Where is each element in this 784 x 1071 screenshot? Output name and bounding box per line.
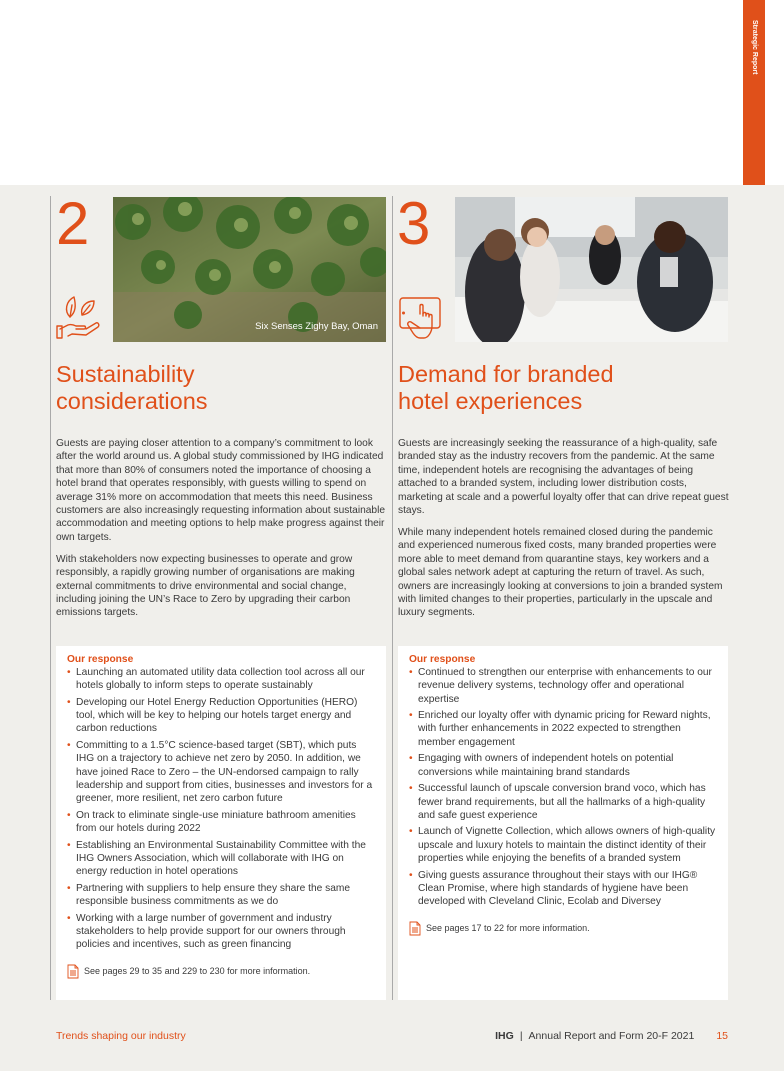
- list-item: • Establishing an Environmental Sustainability Committee with the IHG Owners Association, which will collaborate with IHG on energy reduction in hotel operations: [67, 839, 376, 879]
- list-item: • Working with a large number of government and industry stakeholders to help provide support for our owners through policies and incentives, such as green financing: [67, 912, 376, 952]
- right-heading: [398, 361, 614, 415]
- left-response-title: Our response: [67, 654, 134, 665]
- footer-report-title: Annual Report and Form 20-F 2021: [528, 1030, 695, 1042]
- footer-report-info: [495, 1030, 728, 1042]
- footer-section-title[interactable]: Trends shaping our industry: [56, 1030, 186, 1042]
- right-response-list: [409, 666, 718, 909]
- page-number: 15: [716, 1030, 728, 1042]
- trend-number-3: 3: [397, 190, 431, 257]
- left-heading: [56, 361, 208, 415]
- reception-desk-image: [455, 197, 728, 342]
- footer-separator: |: [519, 1030, 523, 1042]
- left-paragraph: Guests are paying closer attention to a company’s commitment to look after the world around us. A global study commissioned by IHG indicated that more than 80% of consumers noted the importance of choosing a hotel brand that operates responsibly, with guests willing to spend on average 31% more on accommodation that meets this need. Business customers are also increasingly requesting information about sustainable accommodation and meeting options to help make progress against their own targets.: [56, 438, 386, 543]
- left-paragraph: With stakeholders now expecting businesses to operate and grow responsibly, a rapidly growing number of organisations are making external commitments to drive environmental and social change, including joining the UN’s Race to Zero by upgrading their carbon emissions targets.: [56, 553, 355, 619]
- right-heading-line1: Demand for branded: [398, 361, 614, 387]
- top-band: [0, 0, 784, 185]
- left-body: [56, 437, 388, 628]
- section-tab-label: Strategic Report: [751, 20, 758, 75]
- left-heading-line1: Sustainability: [56, 361, 195, 387]
- list-item: • Launching an automated utility data collection tool across all our hotels globally to inform steps to operate sustainably: [67, 666, 376, 693]
- left-heading-line2: considerations: [56, 388, 208, 414]
- list-item: • Giving guests assurance throughout their stays with our IHG® Clean Promise, where high standards of hygiene have been developed with Cleveland Clinic, Ecolab and Diversey: [409, 869, 718, 909]
- document-icon: [67, 964, 79, 979]
- right-heading-line2: hotel experiences: [398, 388, 583, 414]
- right-paragraph: While many independent hotels remained closed during the pandemic and experienced numerous fixed costs, many branded properties were more able to meet demand from quarantine stays, key workers and a global sales network adept at capturing the return of travel. As such, owners are increasingly looking at conversions to join a branded system with limited changes to their properties, particularly in the upscale and luxury segments.: [398, 526, 723, 619]
- trend-number-2: 2: [56, 190, 90, 257]
- photo-caption: Six Senses Zighy Bay, Oman: [255, 321, 378, 332]
- left-response-list: [67, 666, 376, 952]
- right-response-title: Our response: [409, 654, 476, 665]
- left-see-pages[interactable]: [67, 964, 376, 979]
- list-item: • Partnering with suppliers to help ensure they share the same responsible business commitments as we do: [67, 882, 376, 909]
- left-see-pages-text: See pages 29 to 35 and 229 to 230 for more information.: [84, 966, 311, 977]
- list-item: • On track to eliminate single-use miniature bathroom amenities from our hotels during 2022: [67, 809, 376, 836]
- footer-brand: IHG: [495, 1030, 514, 1042]
- hotel-reception-photo: [455, 197, 728, 342]
- section-tab-label-wrap: [743, 0, 765, 185]
- list-item: • Enriched our loyalty offer with dynamic pricing for Reward nights, with further enhancements in 2022 expected to strengthen member engagement: [409, 709, 718, 749]
- left-column-rule: [50, 196, 51, 1000]
- tablet-touch-icon: [398, 294, 444, 347]
- right-column-rule: [392, 196, 393, 1000]
- resort-photo: [113, 197, 386, 342]
- list-item: • Engaging with owners of independent hotels on potential conversions while maintaining brand standards: [409, 752, 718, 779]
- hand-leaf-icon: [56, 293, 102, 346]
- list-item: • Launch of Vignette Collection, which allows owners of high-quality upscale and luxury hotels to maintain the distinct identity of their properties while enjoying the benefits of a branded system: [409, 825, 718, 865]
- list-item: • Developing our Hotel Energy Reduction Opportunities (HERO) tool, which will be key to helping our hotels target energy and carbon reductions: [67, 696, 376, 736]
- list-item: • Successful launch of upscale conversion brand voco, which has fewer brand requirements, but all the hallmarks of a high-quality and safe guest experience: [409, 782, 718, 822]
- right-see-pages[interactable]: [409, 921, 718, 936]
- left-response-box: [56, 646, 386, 1000]
- right-response-box: [398, 646, 728, 1000]
- document-icon: [409, 921, 421, 936]
- right-body: [398, 437, 730, 628]
- right-paragraph: Guests are increasingly seeking the reassurance of a high-quality, safe branded stay as the industry recovers from the pandemic. At the same time, independent hotels are recognising the advantages of being attached to a branded system, including lower distribution costs, marketing at scale and a powerful loyalty offer that can drive repeat guest stays.: [398, 438, 729, 517]
- right-see-pages-text: See pages 17 to 22 for more information.: [426, 923, 590, 934]
- list-item: • Continued to strengthen our enterprise with enhancements to our revenue delivery systems, technology offer and operational expertise: [409, 666, 718, 706]
- list-item: • Committing to a 1.5°C science-based target (SBT), which puts IHG on a trajectory to achieve net zero by 2050. In addition, we have joined Race to Zero – the UN-endorsed campaign to rally leadership and support from cities, businesses and investors for a greener, more resilient, net zero carbon future: [67, 739, 376, 805]
